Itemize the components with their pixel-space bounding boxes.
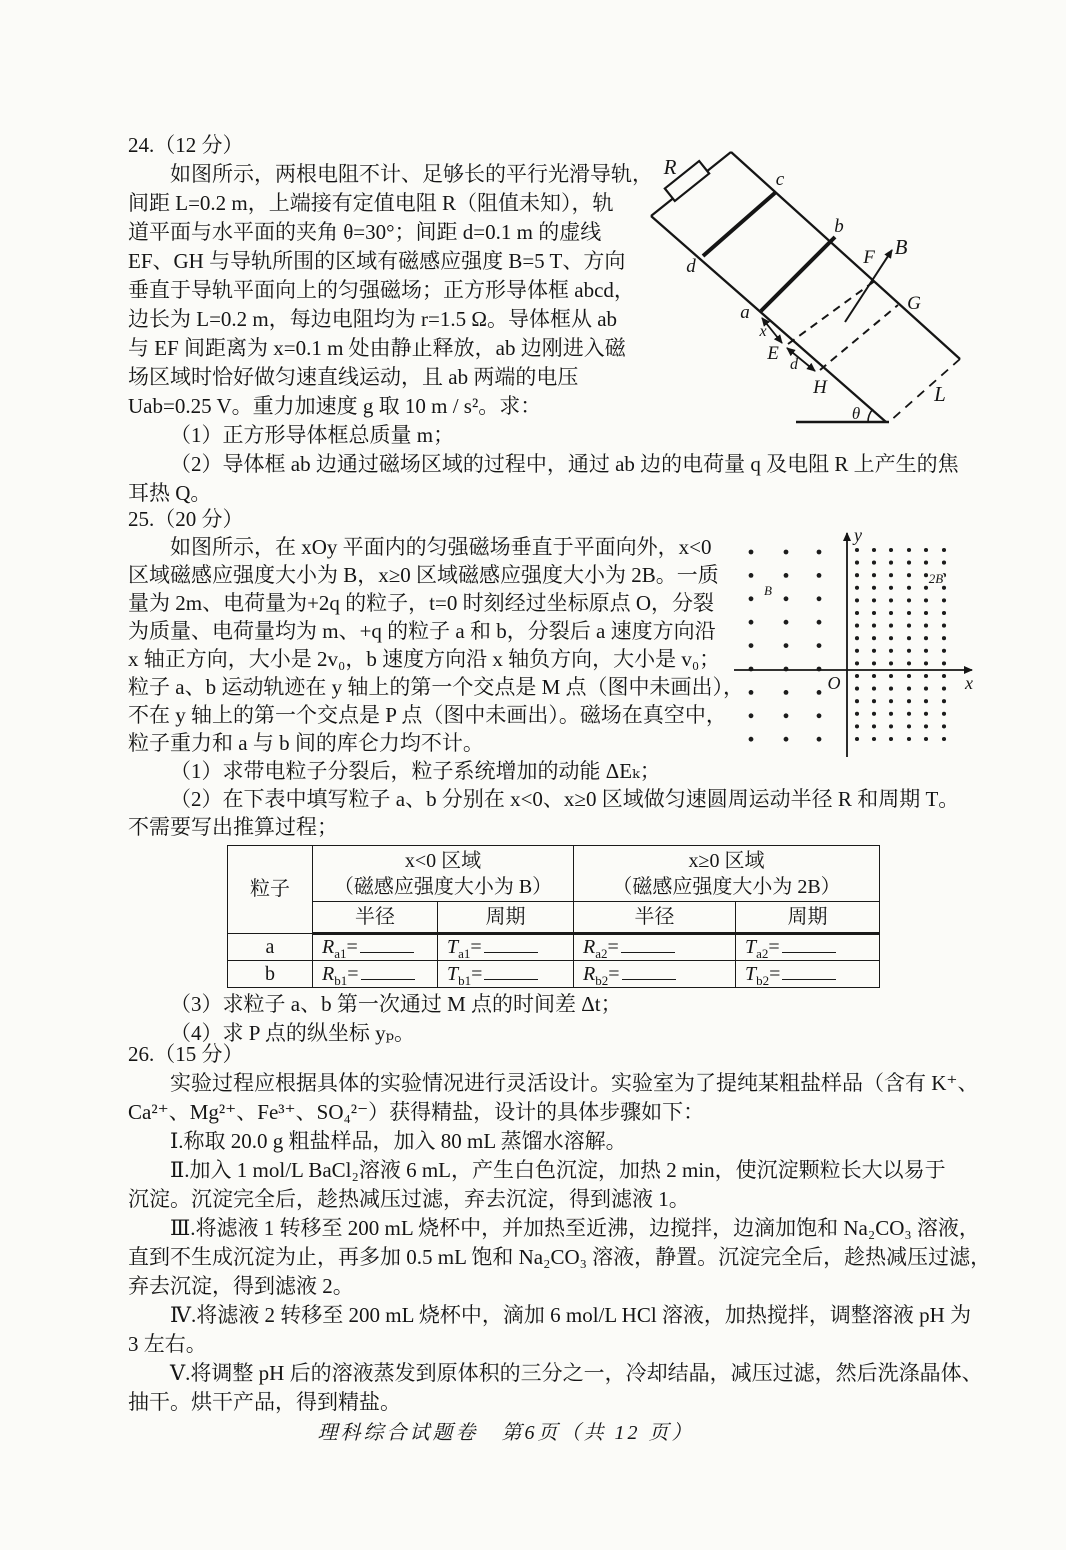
q25-number: 25.（20 分） — [128, 507, 244, 531]
row-label-a: a — [228, 934, 313, 961]
label-G: G — [907, 293, 921, 314]
blank-underline — [484, 964, 538, 980]
blank-underline — [361, 964, 415, 980]
label-field-2B: 2B — [928, 571, 944, 586]
q25-subquestion-2: （2）在下表中填写粒子 a、b 分别在 x<0、x≥0 区域做匀速圆周运动半径 R 和周期 T。 — [170, 787, 960, 811]
q24-line: Uab=0.25 V。重力加速度 g 取 10 m / s²。求： — [128, 394, 542, 418]
question-26 — [128, 1040, 992, 1417]
q25-line: x 轴正方向，大小是 2v₀，b 速度方向沿 x 轴负方向，大小是 v₀； — [128, 647, 721, 671]
header-period: 周期 — [736, 902, 880, 934]
label-d-gap: d — [790, 356, 798, 373]
blank-underline — [621, 937, 675, 953]
header-radius: 半径 — [313, 902, 438, 934]
q25-subquestion-1: （1）求带电粒子分裂后，粒子系统增加的动能 ΔEₖ； — [170, 759, 661, 783]
label-R: R — [663, 155, 677, 179]
q24-subquestion-2: （2）导体框 ab 边通过磁场区域的过程中，通过 ab 边的电荷量 q 及电阻 R 上产生的焦 — [170, 452, 959, 476]
label-origin: O — [827, 673, 841, 693]
cell-Ta1: $T_{a1}=$ — [438, 934, 574, 961]
label-E: E — [767, 343, 779, 364]
q24-line: 道平面与水平面的夹角 θ=30°；间距 d=0.1 m 的虚线 — [128, 220, 602, 244]
q26-line: 直到不生成沉淀为止，再多加 0.5 mL 饱和 Na₂CO₃ 溶液，静置。沉淀完全后，趁热减压过滤， — [128, 1245, 992, 1269]
cell-Ra2: $R_{a2}=$ — [574, 934, 736, 961]
q25-subquestion-3: （3）求粒子 a、b 第一次通过 M 点的时间差 Δt； — [170, 992, 622, 1016]
rail-lower — [651, 216, 886, 422]
q26-line: 3 左右。 — [128, 1332, 207, 1356]
frame-side-cd — [703, 192, 776, 256]
q26-line: Ca²⁺、Mg²⁺、Fe³⁺、SO₄²⁻）获得精盐，设计的具体步骤如下： — [128, 1100, 705, 1124]
figure-q25-field-regions — [722, 517, 1065, 774]
cell-Rb2: $R_{b2}=$ — [574, 961, 736, 988]
q24-line: 垂直于导轨平面向上的匀强磁场；正方形导体框 abcd， — [128, 278, 635, 302]
region1-subtitle: （磁感应强度大小为 B） — [333, 875, 553, 898]
q25-subquestion-4: （4）求 P 点的纵坐标 yₚ。 — [170, 1021, 416, 1045]
q26-line: 弃去沉淀，得到滤液 2。 — [128, 1274, 354, 1298]
label-theta: θ — [851, 404, 861, 423]
label-L: L — [934, 382, 946, 406]
angle-arc — [868, 409, 873, 422]
q24-line: 如图所示，两根电阻不计、足够长的平行光滑导轨， — [170, 162, 653, 186]
region2-subtitle: （磁感应强度大小为 2B） — [612, 875, 841, 898]
footer-page-info: 理科综合试题卷 第6页（共 12 页） — [317, 1422, 695, 1444]
blank-underline — [782, 937, 836, 953]
label-b: b — [834, 216, 844, 237]
table-header-region-x-ge-0 — [574, 846, 880, 902]
q24-subquestion-1: （1）正方形导体框总质量 m； — [170, 423, 455, 447]
q24-line: 场区域时恰好做匀速直线运动，且 ab 两端的电压 — [128, 365, 579, 389]
label-B: B — [894, 235, 908, 259]
cell-Rb1: $R_{b1}=$ — [313, 961, 438, 988]
label-x: x — [759, 323, 767, 340]
q25-table — [227, 845, 880, 988]
width-L-dashed — [889, 359, 960, 422]
header-period: 周期 — [438, 902, 574, 934]
q24-line: 与 EF 间距离为 x=0.1 m 处由静止释放，ab 边刚进入磁 — [128, 336, 626, 360]
q24-line: 耳热 Q。 — [128, 481, 212, 505]
cell-Tb1: $T_{b1}=$ — [438, 961, 574, 988]
q26-step-5: Ⅴ.将调整 pH 后的溶液蒸发到原体积的三分之一，冷却结晶，减压过滤，然后洗涤晶体、 — [170, 1361, 983, 1385]
q26-line: 沉淀。沉淀完全后，趁热减压过滤，弃去沉淀，得到滤液 1。 — [128, 1187, 690, 1211]
row-label-b: b — [228, 961, 313, 988]
q25-line: 不在 y 轴上的第一个交点是 P 点（图中未画出）。磁场在真空中， — [128, 703, 727, 727]
label-x-axis: x — [965, 673, 973, 693]
blank-underline — [622, 964, 676, 980]
q26-number: 26.（15 分） — [128, 1042, 244, 1066]
q25-line: 为质量、电荷量均为 m、+q 的粒子 a 和 b，分裂后 a 速度方向沿 — [128, 619, 716, 643]
label-d: d — [686, 256, 696, 277]
q26-step-3: Ⅲ.将滤液 1 转移至 200 mL 烧杯中，并加热至近沸，边搅拌，边滴加饱和 Na₂CO₃ 溶液， — [170, 1216, 980, 1240]
field-boundary-EF — [788, 280, 876, 344]
cell-Tb2: $T_{b2}=$ — [736, 961, 880, 988]
field-boundary-GH — [820, 305, 898, 370]
table-header-region-x-lt-0 — [313, 846, 574, 902]
q26-line: 抽干。烘干产品，得到精盐。 — [128, 1390, 401, 1414]
q25-line: 粒子重力和 a 与 b 间的库仑力均不计。 — [128, 731, 484, 755]
cell-Ta2: $T_{a2}=$ — [736, 934, 880, 961]
frame-side-ab — [761, 237, 835, 311]
blank-underline — [484, 937, 538, 953]
region1-title: x<0 区域 — [404, 849, 482, 872]
label-y-axis: y — [854, 525, 862, 545]
label-c: c — [775, 169, 785, 190]
header-radius: 半径 — [574, 902, 736, 934]
q24-number: 24.（12 分） — [128, 133, 244, 157]
label-a: a — [740, 302, 750, 323]
table-header-particle: 粒子 — [228, 846, 313, 934]
q25-line: 不需要写出推算过程； — [128, 815, 338, 839]
blank-underline — [360, 937, 414, 953]
q25-line: 如图所示，在 xOy 平面内的匀强磁场垂直于平面向外，x<0 — [170, 535, 712, 559]
q25-line: 区域磁感应强度大小为 B，x≥0 区域磁感应强度大小为 2B。一质 — [128, 563, 719, 587]
q26-step-4: Ⅳ.将滤液 2 转移至 200 mL 烧杯中，滴加 6 mol/L HCl 溶液，加热搅拌，调整溶液 pH 为 — [170, 1303, 972, 1327]
figure-q24-inclined-rails — [646, 141, 1061, 444]
q24-line: 间距 L=0.2 m，上端接有定值电阻 R（阻值未知），轨 — [128, 191, 614, 215]
q24-line: EF、GH 与导轨所围的区域有磁感应强度 B=5 T、方向 — [128, 249, 626, 273]
q24-line: 边长为 L=0.2 m，每边电阻均为 r=1.5 Ω。导体框从 ab — [128, 307, 618, 331]
field-dots-region-B — [749, 550, 822, 742]
label-F: F — [863, 247, 875, 268]
q25-line: 量为 2m、电荷量为+2q 的粒子，t=0 时刻经过坐标原点 O，分裂 — [128, 591, 715, 615]
q26-line: 实验过程应根据具体的实验情况进行灵活设计。实验室为了提纯某粗盐样品（含有 K⁺、 — [170, 1071, 979, 1095]
cell-Ra1: $R_{a1}=$ — [313, 934, 438, 961]
label-field-B: B — [764, 583, 772, 598]
q26-step-2: Ⅱ.加入 1 mol/L BaCl₂溶液 6 mL，产生白色沉淀，加热 2 min，使沉淀颗粒长大以易于 — [170, 1158, 946, 1182]
blank-underline — [782, 964, 836, 980]
q26-step-1: Ⅰ.称取 20.0 g 粗盐样品，加入 80 mL 蒸馏水溶解。 — [170, 1129, 627, 1153]
label-H: H — [813, 377, 827, 398]
q25-line: 粒子 a、b 运动轨迹在 y 轴上的第一个交点是 M 点（图中未画出）， — [128, 675, 744, 699]
region2-title: x≥0 区域 — [688, 849, 765, 872]
